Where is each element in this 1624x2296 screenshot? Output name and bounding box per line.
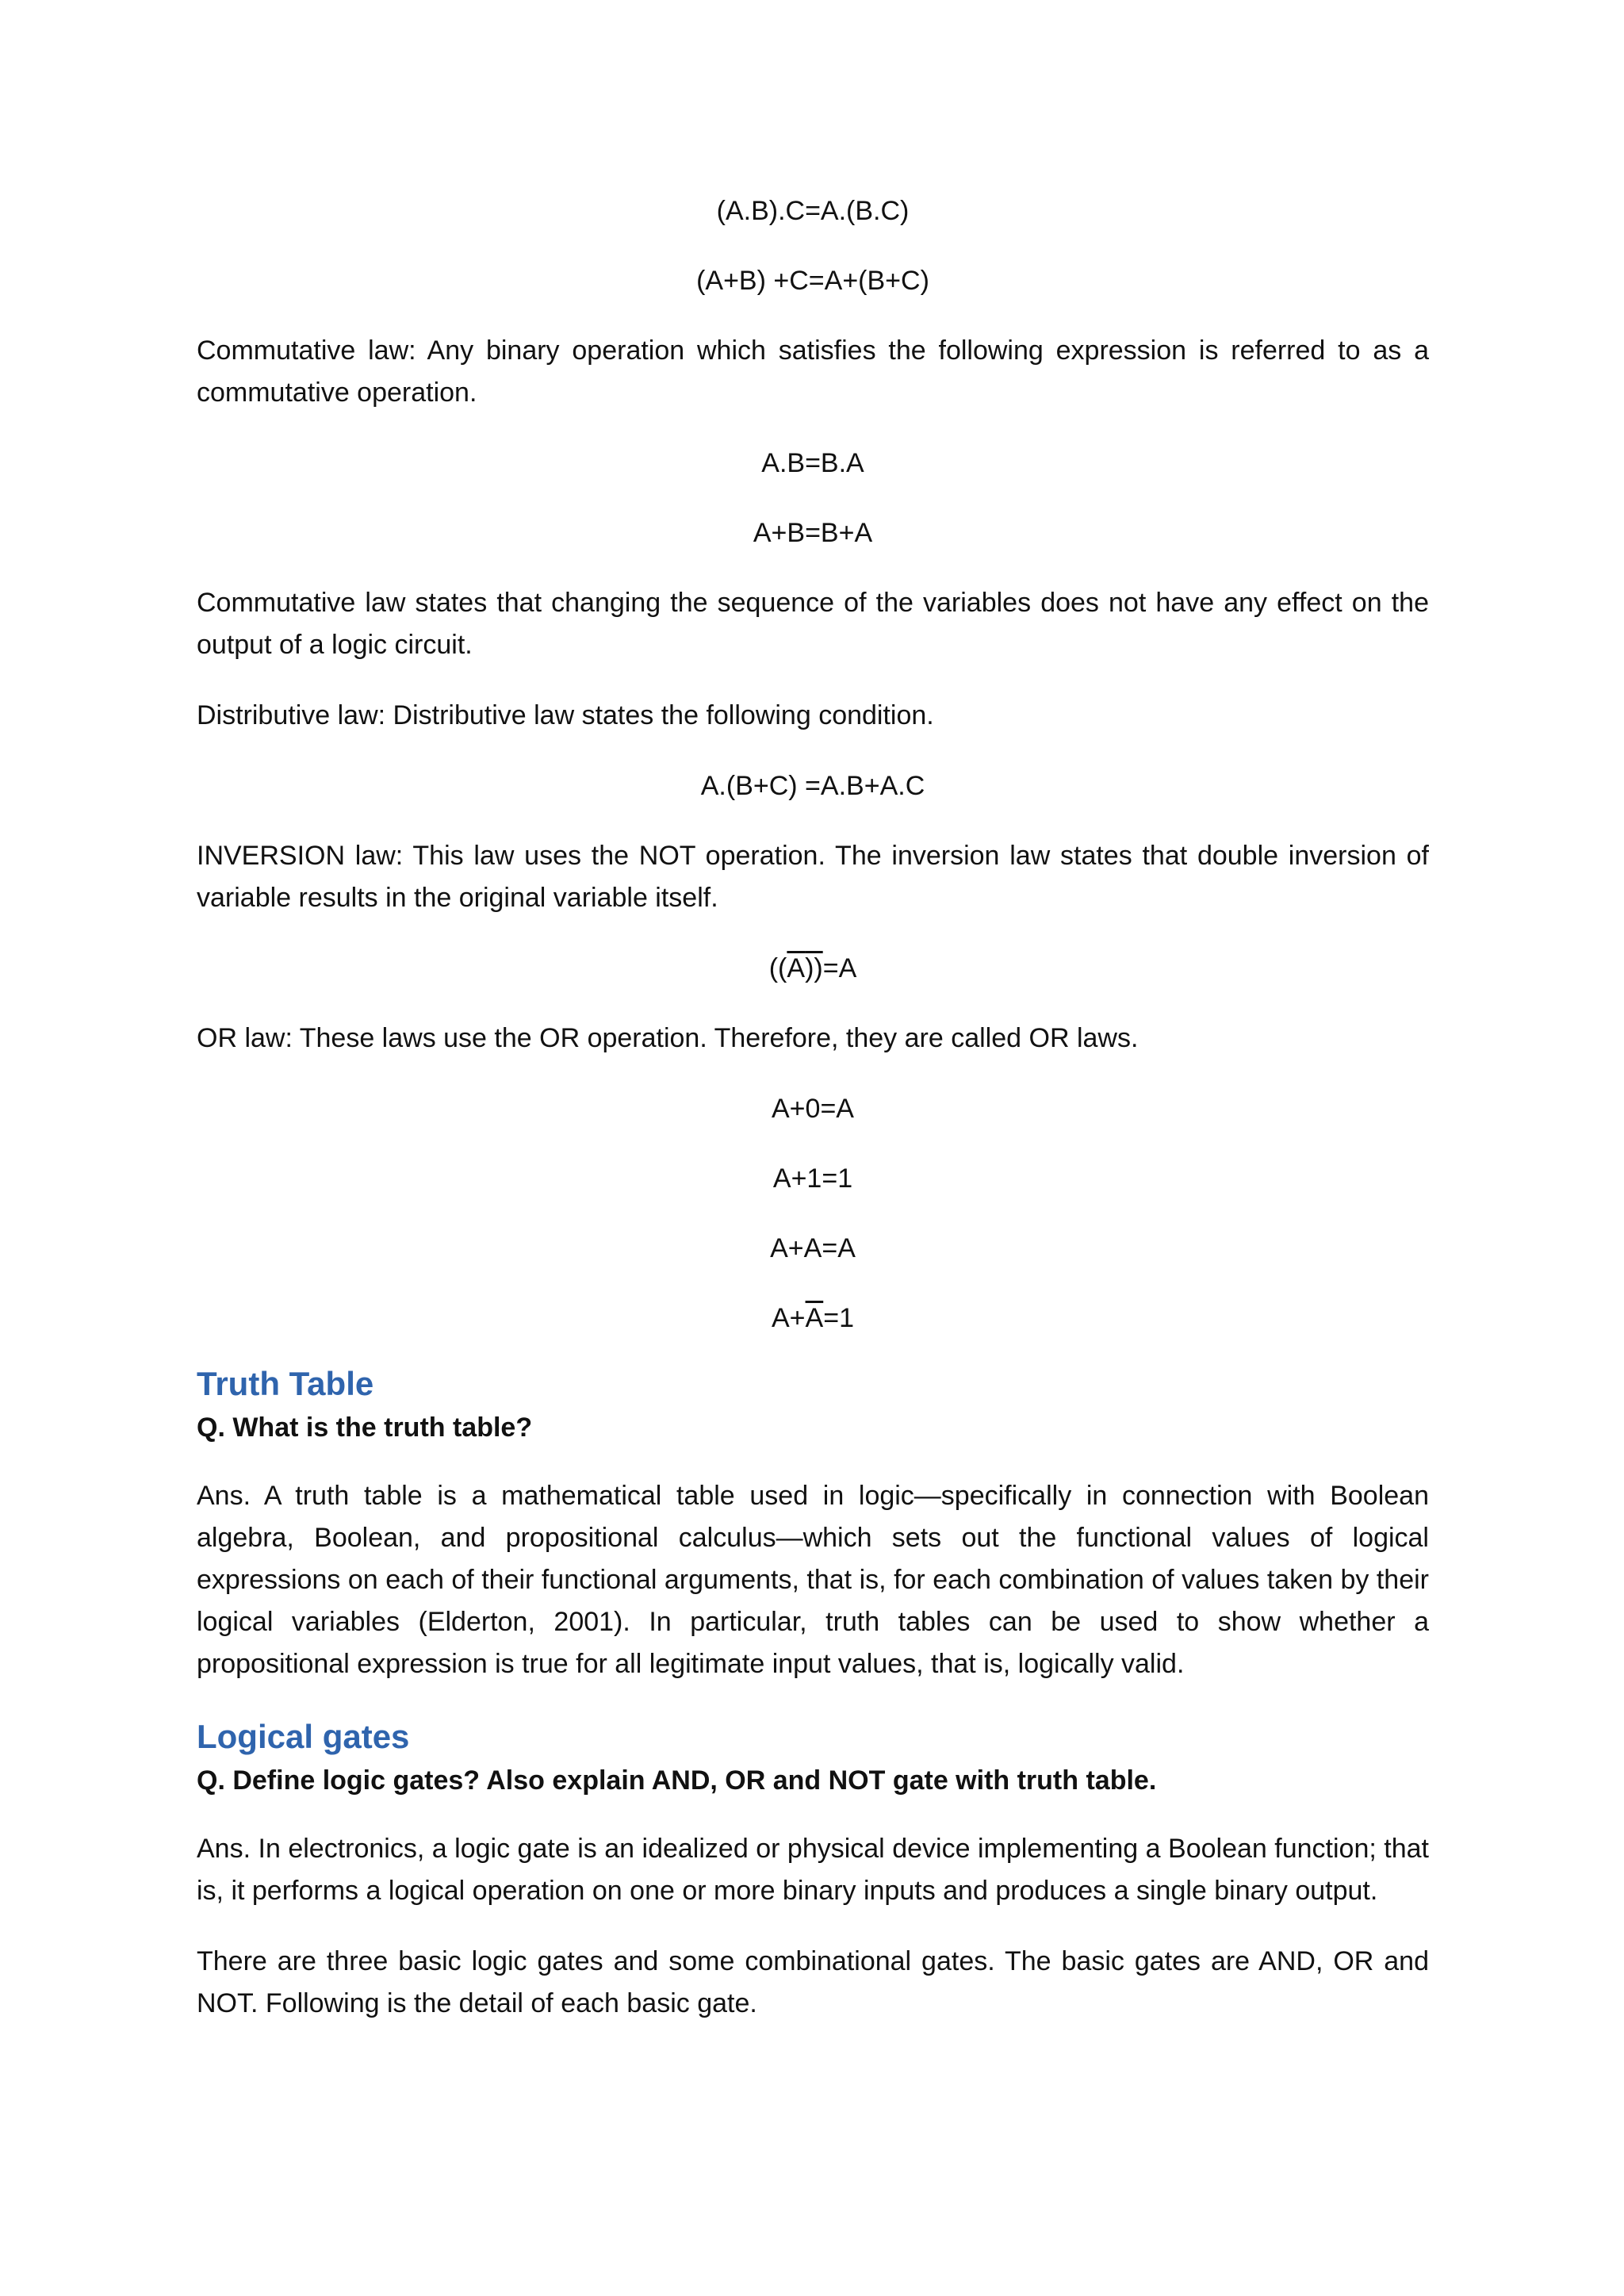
truth-table-heading: Truth Table xyxy=(197,1365,374,1402)
logical-gates-heading: Logical gates xyxy=(197,1718,410,1755)
commutative-equation-and: A.B=B.A xyxy=(761,448,864,478)
or-law-eq4-prefix: A+ xyxy=(772,1303,806,1333)
logical-gates-question: Q. Define logic gates? Also explain AND, OR and NOT gate with truth table. xyxy=(197,1765,1157,1796)
associative-equation-and: (A.B).C=A.(B.C) xyxy=(716,196,910,226)
truth-table-answer: Ans. A truth table is a mathematical table used in logic—specifically in connection with Boolean algebra, Boolean, and propositional calculus—which sets out the functional values of logical expressions on each of their functional arguments, that is, for each combination of values taken by their logical variables (Elderton, 2001). In particular, truth tables can be used to show whether a propositional expression is true for all legitimate input values, that is, logically valid. xyxy=(197,1481,1429,1679)
commutative-equation-or: A+B=B+A xyxy=(753,518,873,548)
or-law-paragraph: OR law: These laws use the OR operation. Therefore, they are called OR laws. xyxy=(197,1023,1139,1053)
inversion-result: =A xyxy=(822,953,857,983)
inversion-close-parens: )) xyxy=(805,953,823,983)
inversion-bar-variable: $\overline{A}$ xyxy=(787,953,806,983)
inversion-open-parens: (( xyxy=(768,953,787,983)
commutative-law-paragraph: Commutative law: Any binary operation which satisfies the following expression is referred to as a commutative operation. xyxy=(197,335,1429,408)
page-content xyxy=(197,190,1429,2053)
inversion-equation xyxy=(197,948,1429,989)
associative-equation-or: (A+B) +C=A+(B+C) xyxy=(696,266,929,296)
or-law-eq4-suffix: =1 xyxy=(823,1303,854,1333)
inversion-law-paragraph: INVERSION law: This law uses the NOT operation. The inversion law states that double inversion of variable results in the original variable itself. xyxy=(197,841,1429,913)
truth-table-question: Q. What is the truth table? xyxy=(197,1412,533,1443)
or-law-equation-3: A+A=A xyxy=(770,1233,856,1263)
or-law-eq4-bar-variable: $\overline{A}$ xyxy=(805,1303,824,1333)
or-law-equation-2: A+1=1 xyxy=(772,1163,853,1194)
or-law-equation-4 xyxy=(197,1297,1429,1339)
distributive-law-paragraph: Distributive law: Distributive law states the following condition. xyxy=(197,700,934,730)
basic-gates-paragraph: There are three basic logic gates and some combinational gates. The basic gates are AND, OR and NOT. Following is the detail of each basic gate. xyxy=(197,1946,1429,2018)
logical-gates-answer: Ans. In electronics, a logic gate is an idealized or physical device implementing a Boolean function; that is, it performs a logical operation on one or more binary inputs and produces a single binary output. xyxy=(197,1834,1429,1906)
distributive-equation: A.(B+C) =A.B+A.C xyxy=(700,771,925,801)
commutative-law-note: Commutative law states that changing the sequence of the variables does not have any effect on the output of a logic circuit. xyxy=(197,588,1429,660)
or-law-equation-1: A+0=A xyxy=(772,1094,854,1124)
